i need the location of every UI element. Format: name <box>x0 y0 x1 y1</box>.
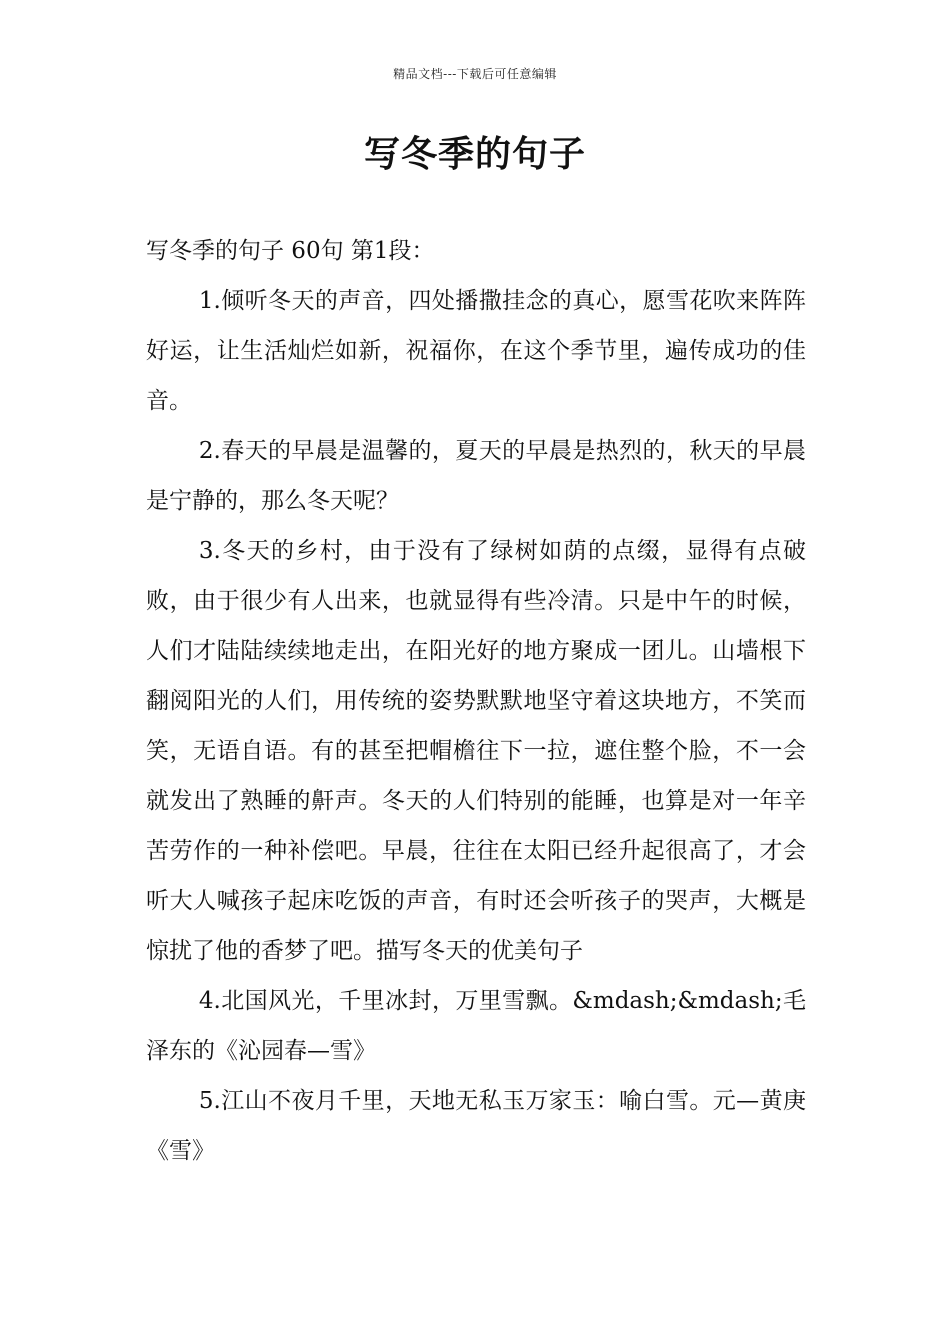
paragraph-3: 3.冬天的乡村，由于没有了绿树如荫的点缀，显得有点破败，由于很少有人出来，也就显得有些冷清。只是中午的时候，人们才陆陆续续地走出，在阳光好的地方聚成一团儿。山墙根下翻阅阳光的人们，用传统的姿势默默地坚守着这块地方，不笑而笑，无语自语。有的甚至把帽檐往下一拉，遮住整个脸，不一会就发出了熟睡的鼾声。冬天的人们特别的能睡，也算是对一年辛苦劳作的一种补偿吧。早晨，往往在太阳已经升起很高了，才会听大人喊孩子起床吃饭的声音，有时还会听孩子的哭声，大概是惊扰了他的香梦了吧。描写冬天的优美句子 <box>146 538 806 964</box>
document-body <box>146 226 806 1176</box>
paragraph-2: 2.春天的早晨是温馨的，夏天的早晨是热烈的，秋天的早晨是宁静的，那么冬天呢？ <box>146 438 806 514</box>
document-title: 写冬季的句子 <box>363 134 586 175</box>
paragraph-1: 1.倾听冬天的声音，四处播撒挂念的真心，愿雪花吹来阵阵好运，让生活灿烂如新，祝福你，在这个季节里，遍传成功的佳音。 <box>146 288 806 414</box>
paragraph-4: 4.北国风光，千里冰封，万里雪飘。&mdash;&mdash;毛泽东的《沁园春—雪》 <box>146 988 806 1064</box>
section-heading: 写冬季的句子 60句 第1段： <box>146 238 435 264</box>
header-note: 精品文档---下载后可任意编辑 <box>393 67 557 81</box>
paragraph-5: 5.江山不夜月千里，天地无私玉万家玉：喻白雪。元—黄庚《雪》 <box>146 1088 806 1164</box>
